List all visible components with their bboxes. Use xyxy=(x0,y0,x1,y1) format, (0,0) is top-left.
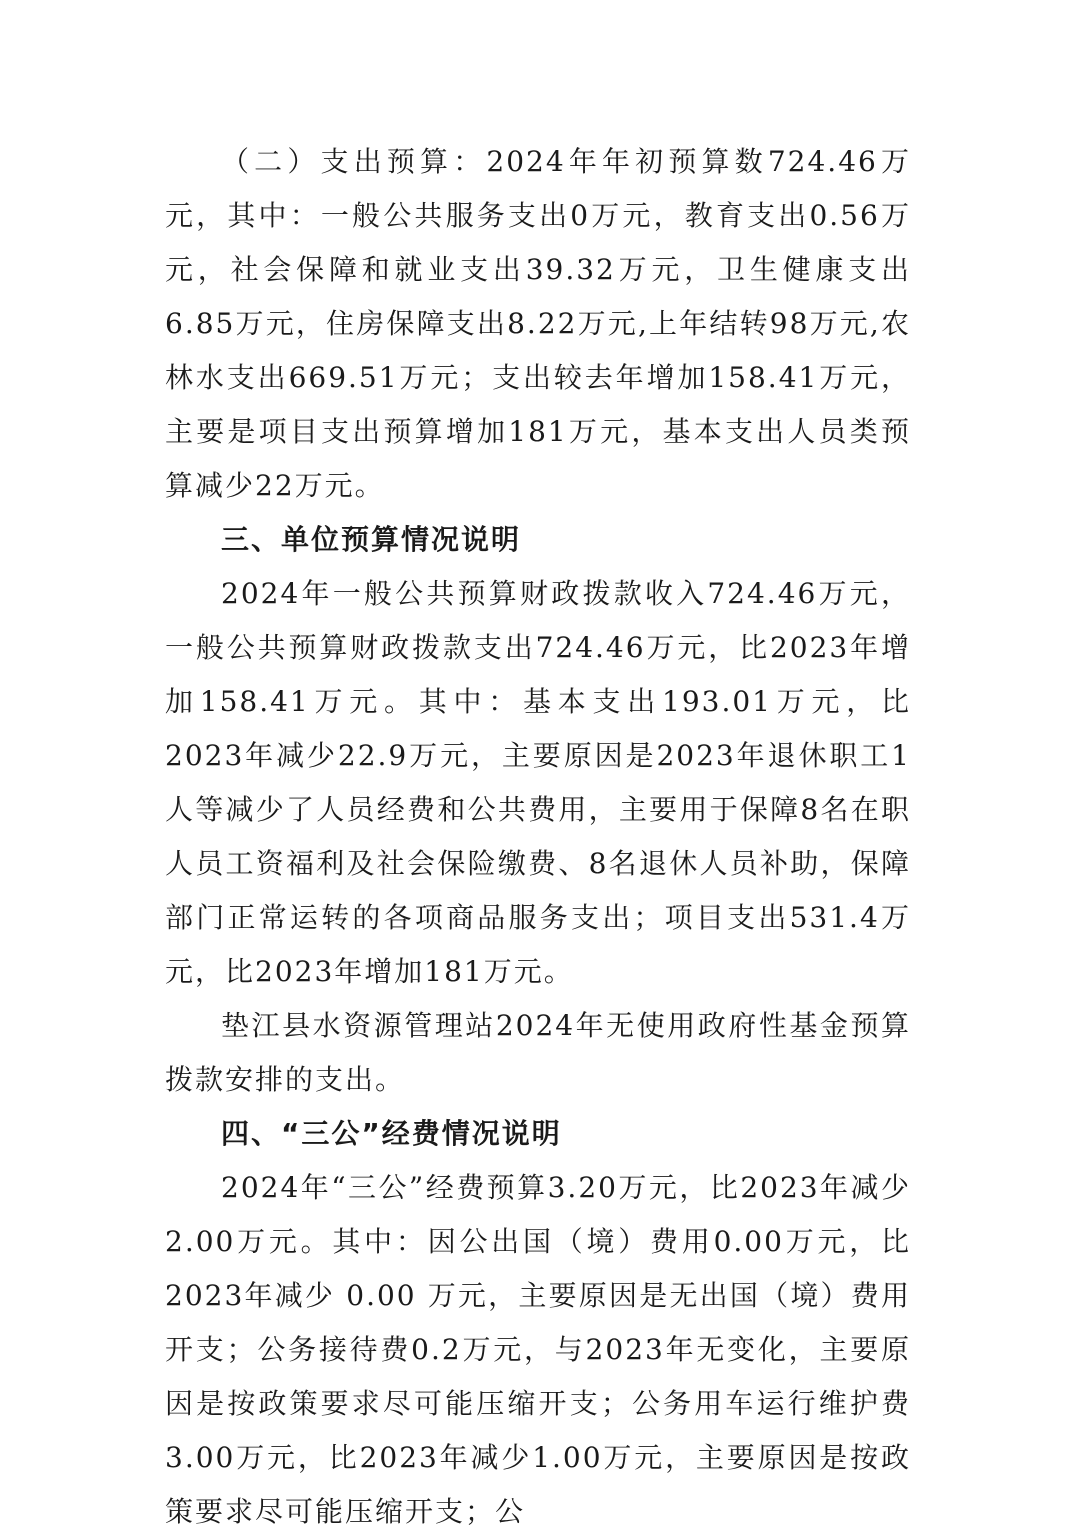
expense-budget-paragraph: （二）支出预算：2024年年初预算数724.46万元，其中：一般公共服务支出0万元，教育支出0.56万元，社会保障和就业支出39.32万元，卫生健康支出6.85万元，住房保障支出8.22万元,上年结转98万元,农林水支出669.51万元；支出较去年增加158.41万元，主要是项目支出预算增加181万元，基本支出人员类预算减少22万元。 xyxy=(165,145,911,502)
section4-paragraph-1: 2024年“三公”经费预算3.20万元，比2023年减少2.00万元。其中：因公出国（境）费用0.00万元，比2023年减少 0.00 万元，主要原因是无出国（境）费用开支；公务接待费0.2万元，与2023年无变化，主要原因是按政策要求尽可能压缩开支；公务用车运行维护费3.00万元，比2023年减少1.00万元，主要原因是按政策要求尽可能压缩开支；公 xyxy=(165,1171,911,1528)
section3-paragraph-2: 垫江县水资源管理站2024年无使用政府性基金预算拨款安排的支出。 xyxy=(165,1009,911,1096)
section3-paragraph-1: 2024年一般公共预算财政拨款收入724.46万元，一般公共预算财政拨款支出724.46万元，比2023年增加158.41万元。其中：基本支出193.01万元，比2023年减少22.9万元，主要原因是2023年退休职工1人等减少了人员经费和公共费用，主要用于保障8名在职人员工资福利及社会保险缴费、8名退休人员补助，保障部门正常运转的各项商品服务支出；项目支出531.4万元，比2023年增加181万元。 xyxy=(165,577,911,988)
section4-heading: 四、“三公”经费情况说明 xyxy=(221,1117,562,1150)
section3-heading: 三、单位预算情况说明 xyxy=(221,523,522,556)
document-body xyxy=(165,135,911,1539)
